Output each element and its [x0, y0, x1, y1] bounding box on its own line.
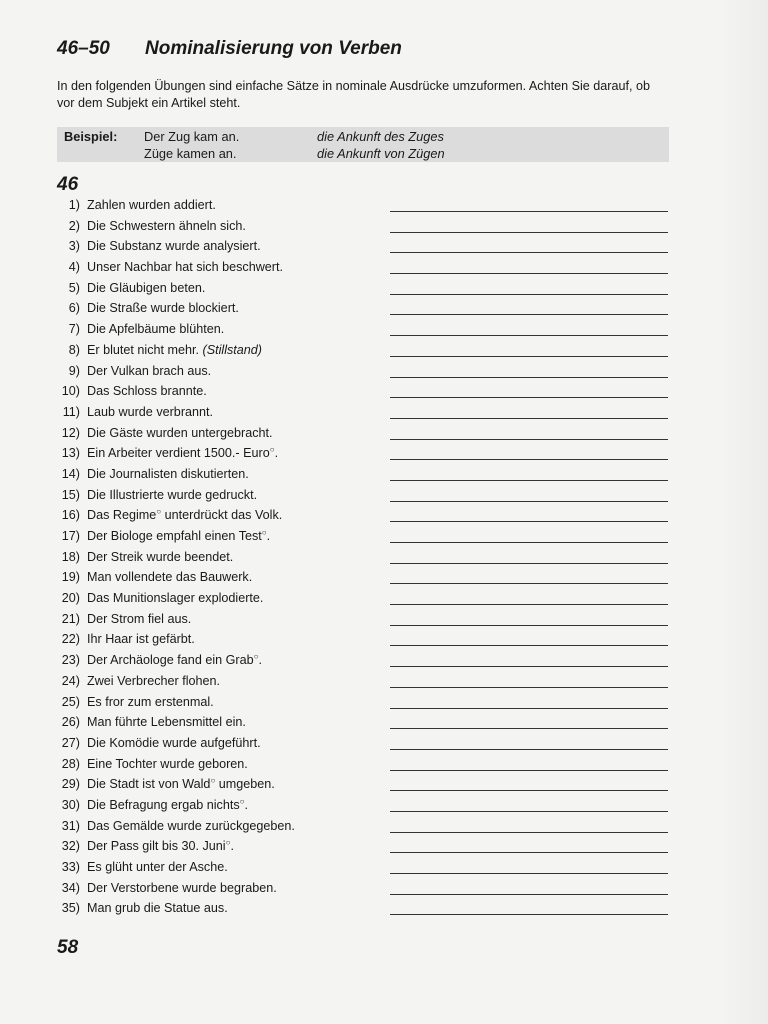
item-number: 19) — [61, 570, 80, 585]
item-text-tail: umgeben. — [215, 777, 275, 792]
section-header — [57, 38, 402, 60]
item-sentence — [87, 364, 211, 378]
exercise-item — [0, 879, 720, 900]
example-row — [57, 146, 669, 162]
item-sentence — [87, 198, 216, 212]
item-text: Der Strom fiel aus. — [87, 611, 192, 626]
answer-line[interactable] — [390, 749, 668, 750]
item-sentence — [87, 384, 207, 398]
answer-line[interactable] — [390, 708, 668, 709]
exercise-item — [0, 362, 720, 383]
item-number: 14) — [61, 466, 80, 481]
item-sentence — [87, 301, 239, 315]
answer-line[interactable] — [390, 377, 668, 378]
answer-line[interactable] — [390, 542, 668, 543]
item-sentence — [87, 529, 270, 543]
item-number: 2) — [68, 218, 80, 233]
answer-line[interactable] — [390, 418, 668, 419]
item-sentence — [87, 281, 205, 295]
answer-line[interactable] — [390, 728, 668, 729]
exercise-item — [0, 568, 720, 589]
item-sentence — [87, 736, 261, 750]
item-note: (Stillstand) — [202, 342, 262, 357]
answer-line[interactable] — [390, 211, 668, 212]
item-number: 11) — [62, 404, 80, 419]
answer-line[interactable] — [390, 501, 668, 502]
answer-line[interactable] — [390, 832, 668, 833]
exercise-item — [0, 589, 720, 610]
item-text: Zahlen wurden addiert. — [87, 198, 216, 212]
exercise-item — [0, 217, 720, 238]
item-sentence — [87, 260, 283, 274]
item-sentence — [87, 219, 246, 233]
item-text: Die Befragung ergab nichts — [87, 797, 240, 812]
item-number: 12) — [61, 425, 80, 440]
exercise-range: 46–50 — [57, 38, 110, 59]
item-number: 13) — [61, 446, 80, 461]
section-title: Nominalisierung von Verben — [145, 38, 402, 59]
exercise-item — [0, 382, 720, 403]
item-text-tail: . — [244, 797, 248, 812]
item-text: Unser Nachbar hat sich beschwert. — [87, 260, 283, 275]
item-text: Die Straße wurde blockiert. — [87, 301, 239, 316]
example-source: Züge kamen an. — [144, 146, 237, 161]
item-text-tail: . — [230, 839, 234, 854]
item-text-tail: . — [258, 653, 262, 668]
item-number: 10) — [61, 384, 80, 399]
example-row — [57, 129, 669, 145]
item-sentence — [87, 467, 249, 481]
item-text: Der Verstorbene wurde begraben. — [87, 880, 277, 895]
answer-line[interactable] — [390, 459, 668, 460]
item-number: 32) — [61, 839, 80, 854]
item-number: 16) — [61, 508, 80, 523]
item-sentence — [87, 550, 233, 564]
item-sentence — [87, 570, 252, 584]
exercise-item — [0, 527, 720, 548]
item-text-tail: . — [274, 446, 279, 461]
exercise-list — [0, 196, 720, 920]
instructions: In den folgenden Übungen sind einfache Sätze in nominale Ausdrücke umzuformen. Achten Sie darauf, ob vor dem Subjekt ein Artikel steht. — [57, 79, 651, 110]
item-number: 28) — [61, 756, 80, 771]
exercise-item — [0, 196, 720, 217]
answer-line[interactable] — [390, 480, 668, 481]
item-text: Die Schwestern ähneln sich. — [87, 218, 246, 233]
item-text: Der Pass gilt bis 30. Juni — [87, 839, 226, 854]
item-text: Die Gläubigen beten. — [87, 280, 206, 295]
item-number: 7) — [68, 322, 80, 337]
item-text-tail: . — [266, 529, 271, 543]
item-number: 6) — [68, 301, 80, 316]
answer-line[interactable] — [390, 666, 668, 667]
example-target: die Ankunft des Zuges — [317, 129, 444, 144]
vocabulary-marker-icon: ○ — [239, 796, 245, 806]
answer-line[interactable] — [390, 604, 668, 605]
item-number: 27) — [61, 735, 80, 750]
item-text: Ihr Haar ist gefärbt. — [87, 632, 195, 647]
item-sentence — [87, 798, 248, 812]
exercise-item — [0, 837, 720, 858]
item-text: Die Stadt ist von Wald — [87, 777, 211, 792]
item-text: Die Substanz wurde analysiert. — [87, 239, 261, 254]
exercise-item — [0, 796, 720, 817]
item-number: 20) — [61, 591, 80, 606]
item-text: Die Illustrierte wurde gedruckt. — [87, 487, 258, 502]
item-text: Die Gäste wurden untergebracht. — [87, 425, 273, 440]
item-text: Das Gemälde wurde zurückgegeben. — [87, 818, 295, 833]
answer-line[interactable] — [390, 397, 668, 398]
item-number: 26) — [61, 715, 80, 730]
exercise-item — [0, 734, 720, 755]
answer-line[interactable] — [390, 645, 668, 646]
answer-line[interactable] — [390, 521, 668, 522]
exercise-item — [0, 279, 720, 300]
item-text: Zwei Verbrecher flohen. — [87, 673, 221, 688]
item-text: Der Biologe empfahl einen Test — [87, 529, 262, 543]
item-sentence — [87, 674, 220, 688]
item-text: Das Munitionslager explodierte. — [87, 591, 264, 606]
page-number: 58 — [57, 937, 79, 958]
item-text: Die Komödie wurde aufgeführt. — [87, 735, 261, 750]
item-sentence — [87, 612, 191, 626]
item-sentence — [87, 322, 224, 336]
item-number: 8) — [68, 342, 80, 357]
item-sentence — [87, 508, 282, 522]
vocabulary-marker-icon: ○ — [261, 528, 267, 537]
exercise-item — [0, 817, 720, 838]
item-number: 23) — [61, 653, 80, 668]
exercise-item — [0, 258, 720, 279]
answer-line[interactable] — [390, 914, 668, 915]
item-sentence — [87, 446, 278, 460]
item-text: Es glüht unter der Asche. — [87, 860, 228, 874]
item-number: 4) — [68, 260, 80, 275]
item-number: 33) — [61, 860, 80, 874]
example-source: Der Zug kam an. — [144, 129, 240, 144]
item-sentence — [87, 860, 228, 874]
item-number: 15) — [61, 487, 80, 502]
item-number: 17) — [61, 529, 80, 543]
exercise-item — [0, 341, 720, 362]
item-number: 29) — [61, 777, 80, 792]
exercise-item — [0, 899, 720, 920]
answer-line[interactable] — [390, 314, 668, 315]
item-text: Ein Arbeiter verdient 1500.- Euro — [87, 446, 270, 461]
item-number: 3) — [68, 239, 80, 254]
item-sentence — [87, 777, 275, 791]
item-number: 18) — [61, 549, 80, 564]
answer-line[interactable] — [390, 894, 668, 895]
item-sentence — [87, 839, 234, 853]
item-number: 35) — [61, 901, 80, 916]
exercise-number: 46 — [57, 174, 79, 195]
item-sentence — [87, 901, 228, 915]
item-text: Man grub die Statue aus. — [87, 901, 228, 916]
item-text: Das Regime — [87, 508, 157, 523]
item-number: 24) — [61, 673, 80, 688]
item-number: 31) — [61, 818, 80, 833]
vocabulary-marker-icon: ○ — [225, 838, 231, 848]
answer-line[interactable] — [390, 625, 668, 626]
item-text: Laub wurde verbrannt. — [87, 404, 214, 419]
example-target: die Ankunft von Zügen — [317, 146, 445, 161]
answer-line[interactable] — [390, 583, 668, 584]
exercise-item — [0, 630, 720, 651]
exercise-item — [0, 858, 720, 879]
item-text: Man vollendete das Bauwerk. — [87, 570, 253, 585]
exercise-item — [0, 610, 720, 631]
exercise-item — [0, 465, 720, 486]
exercise-item — [0, 713, 720, 734]
exercise-item — [0, 299, 720, 320]
answer-line[interactable] — [390, 811, 668, 812]
vocabulary-marker-icon: ○ — [156, 507, 162, 517]
item-number: 30) — [61, 797, 80, 812]
answer-line[interactable] — [390, 356, 668, 357]
item-text: Man führte Lebensmittel ein. — [87, 715, 246, 730]
item-sentence — [87, 343, 262, 357]
exercise-item — [0, 237, 720, 258]
item-number: 25) — [61, 694, 80, 709]
item-number: 34) — [61, 880, 80, 895]
answer-line[interactable] — [390, 439, 668, 440]
answer-line[interactable] — [390, 252, 668, 253]
answer-line[interactable] — [390, 273, 668, 274]
item-sentence — [87, 819, 295, 833]
item-sentence — [87, 239, 261, 253]
item-text-tail: unterdrückt das Volk. — [161, 508, 283, 523]
item-text: Der Streik wurde beendet. — [87, 549, 234, 564]
item-text: Er blutet nicht mehr. — [87, 342, 199, 357]
exercise-item — [0, 506, 720, 527]
item-sentence — [87, 405, 213, 419]
item-sentence — [87, 591, 263, 605]
vocabulary-marker-icon: ○ — [269, 445, 275, 455]
item-sentence — [87, 757, 248, 771]
item-text: Eine Tochter wurde geboren. — [87, 756, 248, 771]
item-text: Die Apfelbäume blühten. — [87, 322, 225, 337]
answer-line[interactable] — [390, 770, 668, 771]
exercise-item — [0, 548, 720, 569]
exercise-item — [0, 424, 720, 445]
item-sentence — [87, 426, 273, 440]
exercise-item — [0, 693, 720, 714]
answer-line[interactable] — [390, 852, 668, 853]
item-sentence — [87, 653, 262, 667]
item-text: Der Vulkan brach aus. — [87, 363, 212, 378]
exercise-item — [0, 672, 720, 693]
exercise-item — [0, 755, 720, 776]
item-text: Es fror zum erstenmal. — [87, 694, 214, 709]
item-number: 1) — [68, 198, 80, 212]
item-sentence — [87, 715, 246, 729]
item-sentence — [87, 695, 214, 709]
example-label: Beispiel: — [64, 129, 118, 144]
exercise-item — [0, 775, 720, 796]
item-text: Die Journalisten diskutierten. — [87, 466, 249, 481]
answer-line[interactable] — [390, 687, 668, 688]
vocabulary-marker-icon: ○ — [210, 776, 216, 786]
exercise-item — [0, 320, 720, 341]
item-text: Der Archäologe fand ein Grab — [87, 653, 254, 668]
item-sentence — [87, 881, 277, 895]
answer-line[interactable] — [390, 232, 668, 233]
item-text: Das Schloss brannte. — [87, 384, 207, 399]
item-number: 5) — [68, 280, 80, 295]
exercise-item — [0, 651, 720, 672]
page-edge-shadow — [720, 0, 768, 1024]
item-number: 22) — [61, 632, 80, 647]
example-box — [57, 127, 669, 162]
item-number: 9) — [68, 363, 80, 378]
exercise-item — [0, 486, 720, 507]
answer-line[interactable] — [390, 790, 668, 791]
answer-line[interactable] — [390, 294, 668, 295]
vocabulary-marker-icon: ○ — [253, 652, 259, 662]
answer-line[interactable] — [390, 335, 668, 336]
exercise-item — [0, 403, 720, 424]
answer-line[interactable] — [390, 873, 668, 874]
item-sentence — [87, 488, 257, 502]
item-sentence — [87, 632, 195, 646]
item-number: 21) — [61, 611, 80, 626]
answer-line[interactable] — [390, 563, 668, 564]
exercise-item — [0, 444, 720, 465]
